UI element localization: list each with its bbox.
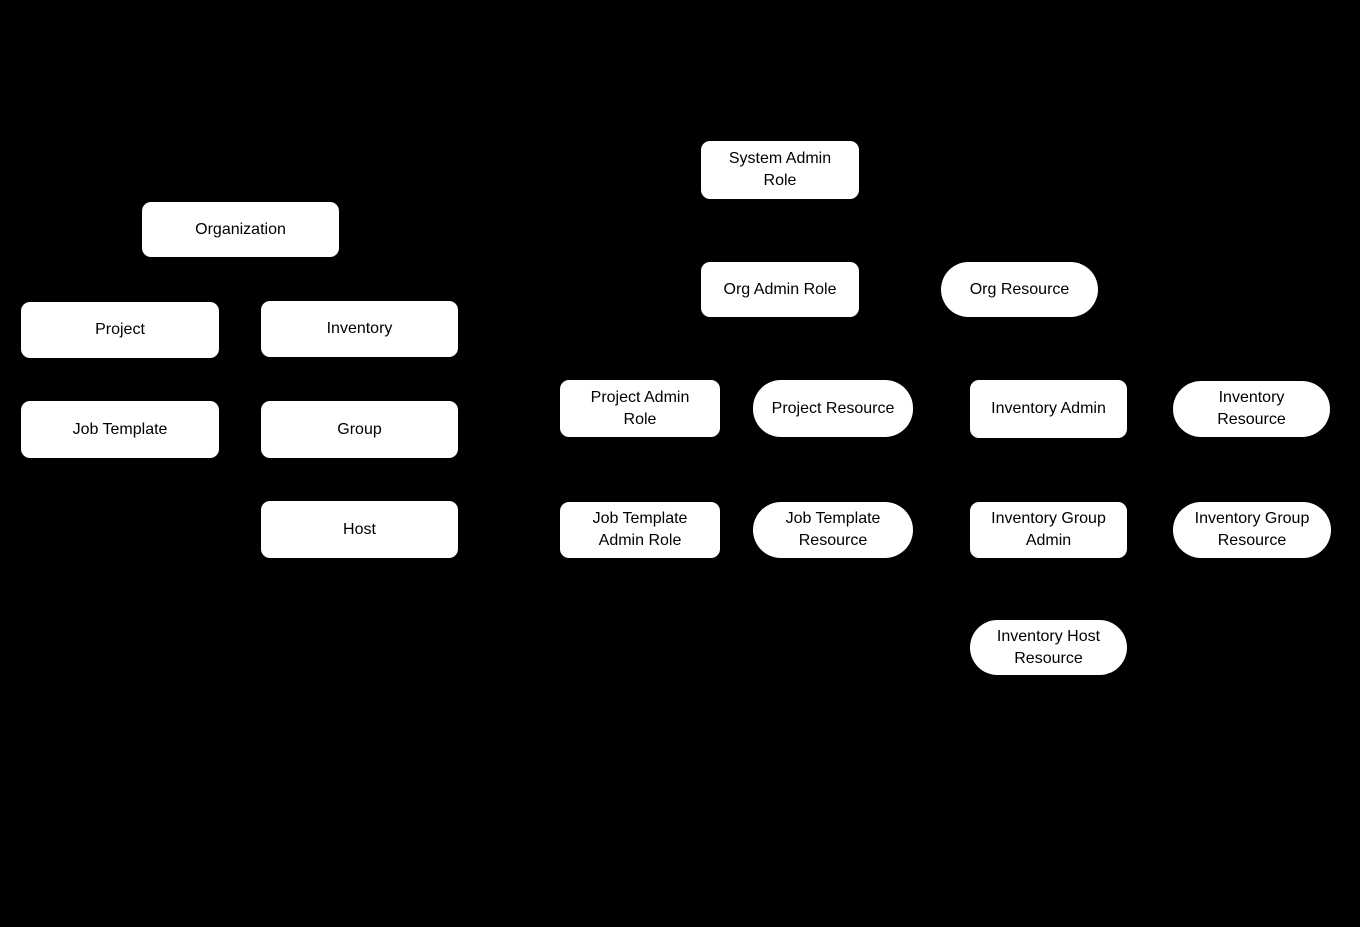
node-inventory-host-resource: Inventory Host Resource [970,620,1127,675]
node-project-resource: Project Resource [753,380,913,437]
node-job-template-admin-role: Job Template Admin Role [560,502,720,558]
node-org-resource: Org Resource [941,262,1098,317]
node-project-admin-role: Project Admin Role [560,380,720,437]
node-organization: Organization [142,202,339,257]
node-inventory: Inventory [261,301,458,357]
node-inventory-resource: Inventory Resource [1173,381,1330,437]
node-inventory-group-resource: Inventory Group Resource [1173,502,1331,558]
node-host: Host [261,501,458,558]
node-project: Project [21,302,219,358]
node-inventory-admin: Inventory Admin [970,380,1127,438]
node-org-admin-role: Org Admin Role [701,262,859,317]
node-group: Group [261,401,458,458]
node-inventory-group-admin: Inventory Group Admin [970,502,1127,558]
node-system-admin-role: System Admin Role [701,141,859,199]
node-job-template: Job Template [21,401,219,458]
node-job-template-resource: Job Template Resource [753,502,913,558]
